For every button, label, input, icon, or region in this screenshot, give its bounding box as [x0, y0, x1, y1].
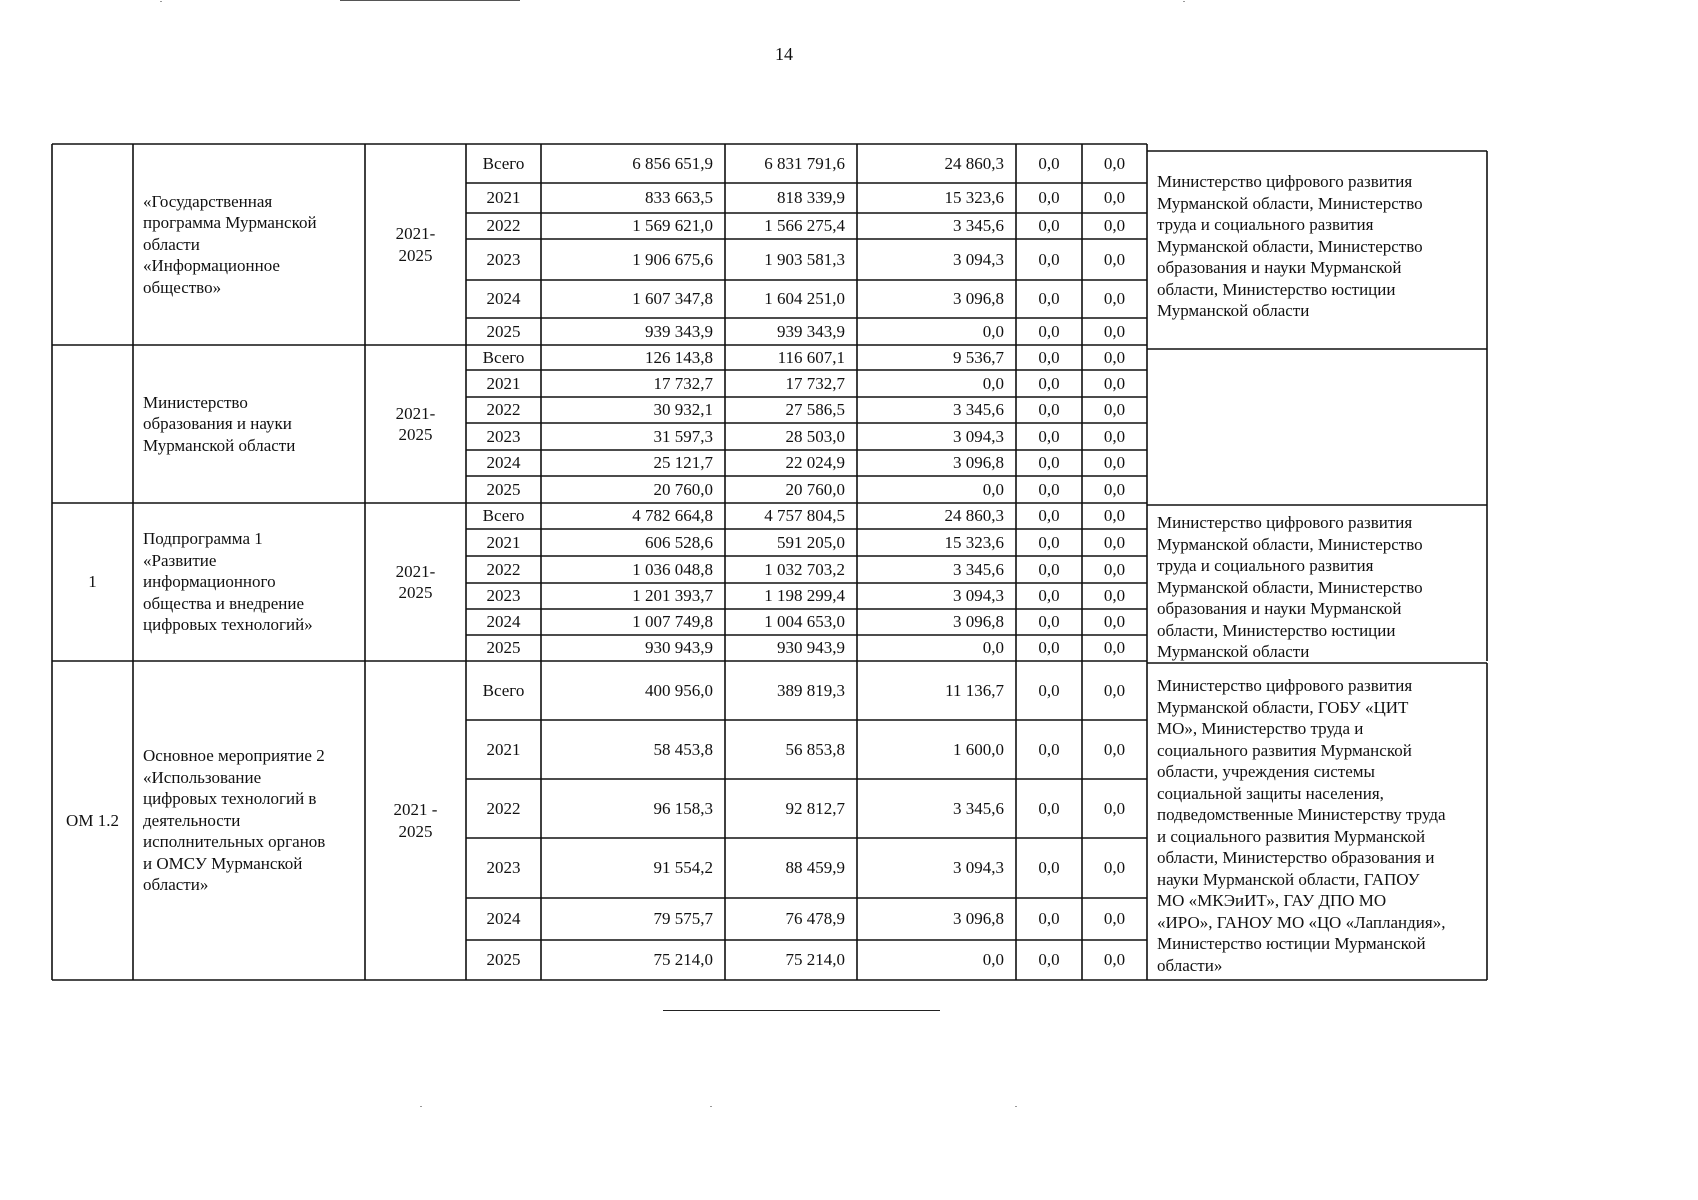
total-cell: 20 760,0 [653, 479, 713, 499]
regional-budget-cell: 56 853,8 [785, 739, 845, 759]
federal-budget-cell: 11 136,7 [945, 680, 1004, 700]
local-budget-cell: 0,0 [1038, 188, 1060, 208]
local-budget-cell: 0,0 [1038, 858, 1060, 878]
year-cell: 2024 [486, 453, 521, 473]
other-sources-cell: 0,0 [1103, 426, 1126, 446]
executors-cell: Министерство цифрового развития Мурманской области, ГОБУ «ЦИТ МО», Министерство труда и социального развития Мурманской области, учреждения системы социальной защиты населения, подведомственные Министерству труда и социального развития Мурманской области, Министерство образования и науки Мурманской области, ГАПОУ МО «МКЭиИТ», ГАУ ДПО МО «ИРО», ГАНОУ МО «ЦО «Лапландия», Министерство юстиции Мурманской области» [1157, 676, 1446, 975]
total-cell: 126 143,8 [645, 347, 713, 367]
other-sources-cell: 0,0 [1103, 739, 1126, 759]
local-budget-cell: 0,0 [1038, 950, 1060, 970]
regional-budget-cell: 76 478,9 [785, 909, 845, 929]
row-period: 2021- 2025 [395, 224, 436, 265]
year-cell: 2024 [486, 612, 521, 632]
page-number: 14 [775, 44, 793, 64]
other-sources-cell: 0,0 [1103, 559, 1126, 579]
year-cell: 2025 [486, 950, 521, 970]
regional-budget-cell: 1 566 275,4 [764, 216, 845, 236]
total-cell: 31 597,3 [653, 426, 713, 446]
regional-budget-cell: 4 757 804,5 [764, 506, 845, 526]
regional-budget-cell: 1 004 653,0 [764, 612, 845, 632]
other-sources-cell: 0,0 [1103, 321, 1126, 341]
local-budget-cell: 0,0 [1038, 321, 1060, 341]
local-budget-cell: 0,0 [1038, 453, 1060, 473]
regional-budget-cell: 27 586,5 [785, 400, 845, 420]
regional-budget-cell: 1 032 703,2 [764, 559, 845, 579]
regional-budget-cell: 20 760,0 [785, 479, 845, 499]
year-cell: Всего [482, 506, 525, 526]
regional-budget-cell: 88 459,9 [785, 858, 845, 878]
other-sources-cell: 0,0 [1103, 479, 1126, 499]
other-sources-cell: 0,0 [1103, 453, 1126, 473]
regional-budget-cell: 28 503,0 [785, 426, 845, 446]
year-cell: 2025 [486, 479, 521, 499]
regional-budget-cell: 591 205,0 [777, 532, 845, 552]
local-budget-cell: 0,0 [1038, 586, 1060, 606]
local-budget-cell: 0,0 [1038, 680, 1060, 700]
total-cell: 400 956,0 [645, 680, 713, 700]
year-cell: 2022 [486, 798, 521, 818]
other-sources-cell: 0,0 [1103, 586, 1126, 606]
year-cell: 2025 [486, 321, 521, 341]
federal-budget-cell: 0,0 [982, 479, 1004, 499]
federal-budget-cell: 3 096,8 [953, 909, 1004, 929]
local-budget-cell: 0,0 [1038, 153, 1060, 173]
regional-budget-cell: 1 604 251,0 [764, 289, 845, 309]
year-cell: 2021 [486, 373, 521, 393]
year-cell: 2024 [486, 289, 521, 309]
regional-budget-cell: 939 343,9 [777, 321, 845, 341]
local-budget-cell: 0,0 [1038, 479, 1060, 499]
total-cell: 1 201 393,7 [632, 586, 713, 606]
year-cell: 2022 [486, 216, 521, 236]
federal-budget-cell: 3 094,3 [953, 249, 1004, 269]
other-sources-cell: 0,0 [1103, 400, 1126, 420]
other-sources-cell: 0,0 [1103, 347, 1126, 367]
row-period: 2021 - 2025 [393, 800, 438, 841]
total-cell: 6 856 651,9 [632, 153, 713, 173]
year-cell: 2023 [486, 249, 521, 269]
year-cell: Всего [482, 153, 525, 173]
federal-budget-cell: 0,0 [982, 950, 1004, 970]
row-period: 2021- 2025 [395, 403, 436, 444]
total-cell: 96 158,3 [653, 798, 713, 818]
federal-budget-cell: 3 345,6 [953, 216, 1004, 236]
regional-budget-cell: 75 214,0 [785, 950, 845, 970]
other-sources-cell: 0,0 [1103, 216, 1126, 236]
federal-budget-cell: 0,0 [982, 321, 1004, 341]
year-cell: 2021 [486, 188, 521, 208]
total-cell: 30 932,1 [653, 400, 713, 420]
total-cell: 1 906 675,6 [632, 249, 713, 269]
regional-budget-cell: 116 607,1 [777, 347, 845, 367]
federal-budget-cell: 3 345,6 [953, 559, 1004, 579]
federal-budget-cell: 3 096,8 [953, 289, 1004, 309]
year-cell: Всего [482, 680, 525, 700]
total-cell: 1 607 347,8 [632, 289, 713, 309]
year-cell: Всего [482, 347, 525, 367]
local-budget-cell: 0,0 [1038, 426, 1060, 446]
total-cell: 1 036 048,8 [632, 559, 713, 579]
federal-budget-cell: 3 094,3 [953, 858, 1004, 878]
local-budget-cell: 0,0 [1038, 347, 1060, 367]
regional-budget-cell: 818 339,9 [777, 188, 845, 208]
other-sources-cell: 0,0 [1103, 909, 1126, 929]
total-cell: 833 663,5 [645, 188, 713, 208]
row-code: 1 [88, 572, 97, 592]
federal-budget-cell: 24 860,3 [944, 153, 1004, 173]
total-cell: 17 732,7 [653, 373, 713, 393]
federal-budget-cell: 0,0 [982, 638, 1004, 658]
row-name: Министерство образования и науки Мурманской области [143, 392, 296, 455]
local-budget-cell: 0,0 [1038, 400, 1060, 420]
row-name: Основное мероприятие 2 «Использование цифровых технологий в деятельности исполнительных органов и ОМСУ Мурманской области» [143, 746, 326, 895]
total-cell: 606 528,6 [645, 532, 713, 552]
total-cell: 79 575,7 [653, 909, 713, 929]
federal-budget-cell: 3 096,8 [953, 612, 1004, 632]
regional-budget-cell: 17 732,7 [785, 373, 845, 393]
federal-budget-cell: 24 860,3 [944, 506, 1004, 526]
other-sources-cell: 0,0 [1103, 373, 1126, 393]
row-code: ОМ 1.2 [66, 810, 119, 830]
local-budget-cell: 0,0 [1038, 559, 1060, 579]
year-cell: 2024 [486, 909, 521, 929]
other-sources-cell: 0,0 [1103, 188, 1126, 208]
regional-budget-cell: 930 943,9 [777, 638, 845, 658]
other-sources-cell: 0,0 [1103, 249, 1126, 269]
year-cell: 2022 [486, 559, 521, 579]
local-budget-cell: 0,0 [1038, 739, 1060, 759]
year-cell: 2025 [486, 638, 521, 658]
federal-budget-cell: 9 536,7 [953, 347, 1004, 367]
local-budget-cell: 0,0 [1038, 532, 1060, 552]
year-cell: 2023 [486, 586, 521, 606]
local-budget-cell: 0,0 [1038, 909, 1060, 929]
federal-budget-cell: 15 323,6 [944, 188, 1004, 208]
other-sources-cell: 0,0 [1103, 638, 1126, 658]
year-cell: 2023 [486, 426, 521, 446]
total-cell: 91 554,2 [653, 858, 713, 878]
other-sources-cell: 0,0 [1103, 858, 1126, 878]
executors-cell: Министерство цифрового развития Мурманской области, Министерство труда и социального развития Мурманской области, Министерство образования и науки Мурманской области, Министерство юстиции Мурманской области [1157, 172, 1423, 320]
other-sources-cell: 0,0 [1103, 289, 1126, 309]
regional-budget-cell: 92 812,7 [785, 798, 845, 818]
federal-budget-cell: 15 323,6 [944, 532, 1004, 552]
total-cell: 58 453,8 [653, 739, 713, 759]
total-cell: 930 943,9 [645, 638, 713, 658]
federal-budget-cell: 3 345,6 [953, 798, 1004, 818]
other-sources-cell: 0,0 [1103, 612, 1126, 632]
local-budget-cell: 0,0 [1038, 249, 1060, 269]
local-budget-cell: 0,0 [1038, 373, 1060, 393]
local-budget-cell: 0,0 [1038, 798, 1060, 818]
total-cell: 1 569 621,0 [632, 216, 713, 236]
end-rule [663, 1010, 940, 1011]
local-budget-cell: 0,0 [1038, 638, 1060, 658]
year-cell: 2021 [486, 532, 521, 552]
federal-budget-cell: 3 345,6 [953, 400, 1004, 420]
total-cell: 25 121,7 [653, 453, 713, 473]
regional-budget-cell: 389 819,3 [777, 680, 845, 700]
regional-budget-cell: 1 198 299,4 [764, 586, 845, 606]
federal-budget-cell: 0,0 [982, 373, 1004, 393]
other-sources-cell: 0,0 [1103, 798, 1126, 818]
year-cell: 2022 [486, 400, 521, 420]
regional-budget-cell: 22 024,9 [785, 453, 845, 473]
local-budget-cell: 0,0 [1038, 289, 1060, 309]
other-sources-cell: 0,0 [1103, 532, 1126, 552]
total-cell: 1 007 749,8 [632, 612, 713, 632]
local-budget-cell: 0,0 [1038, 216, 1060, 236]
year-cell: 2021 [486, 739, 521, 759]
local-budget-cell: 0,0 [1038, 506, 1060, 526]
federal-budget-cell: 3 096,8 [953, 453, 1004, 473]
row-name: «Государственная программа Мурманской области «Информационное общество» [143, 191, 317, 297]
executors-cell: Министерство цифрового развития Мурманской области, Министерство труда и социального развития Мурманской области, Министерство образования и науки Мурманской области, Министерство юстиции Мурманской области [1157, 513, 1423, 661]
year-cell: 2023 [486, 858, 521, 878]
row-name: Подпрограмма 1 «Развитие информационного общества и внедрение цифровых технологий» [143, 529, 313, 635]
total-cell: 4 782 664,8 [632, 506, 713, 526]
other-sources-cell: 0,0 [1103, 680, 1126, 700]
federal-budget-cell: 1 600,0 [953, 739, 1004, 759]
regional-budget-cell: 6 831 791,6 [764, 153, 845, 173]
local-budget-cell: 0,0 [1038, 612, 1060, 632]
other-sources-cell: 0,0 [1103, 950, 1126, 970]
total-cell: 75 214,0 [653, 950, 713, 970]
other-sources-cell: 0,0 [1103, 506, 1126, 526]
regional-budget-cell: 1 903 581,3 [764, 249, 845, 269]
row-period: 2021- 2025 [395, 561, 436, 602]
federal-budget-cell: 3 094,3 [953, 426, 1004, 446]
other-sources-cell: 0,0 [1103, 153, 1126, 173]
federal-budget-cell: 3 094,3 [953, 586, 1004, 606]
total-cell: 939 343,9 [645, 321, 713, 341]
